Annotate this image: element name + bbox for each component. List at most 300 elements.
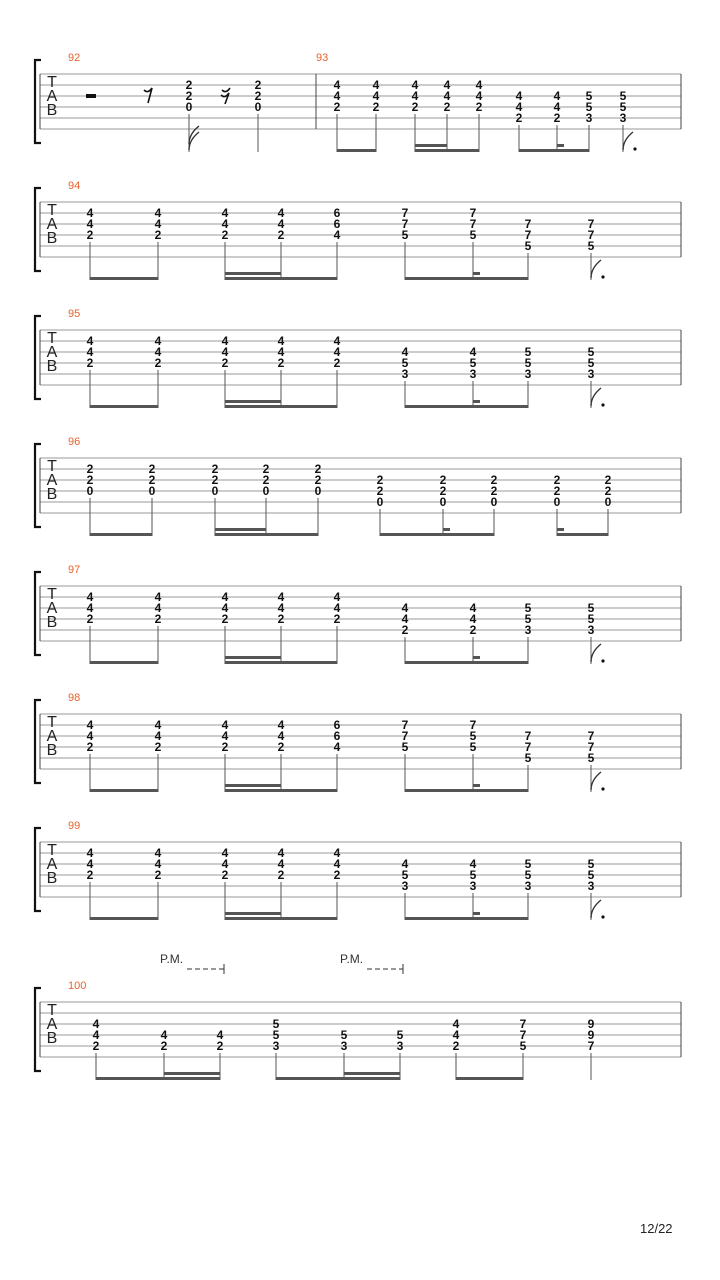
eighth-beam (337, 149, 376, 152)
tab-system (35, 692, 681, 792)
fret-number: 4 (154, 217, 162, 231)
fret-number: 0 (86, 484, 94, 498)
fret-number: 4 (86, 206, 94, 220)
fret-number: 7 (401, 718, 409, 732)
fret-number: 4 (411, 89, 419, 103)
fret-number: 7 (587, 217, 595, 231)
sixteenth-beam (443, 528, 450, 531)
fret-number: 4 (221, 857, 229, 871)
fret-number: 7 (524, 228, 532, 242)
tab-clef-b: B (46, 742, 58, 759)
fret-number: 7 (519, 1017, 527, 1031)
fret-number: 2 (221, 612, 229, 626)
fret-number: 2 (221, 228, 229, 242)
fret-number: 4 (333, 228, 341, 242)
fret-number: 7 (587, 729, 595, 743)
fret-number: 2 (333, 356, 341, 370)
fret-number: 2 (86, 868, 94, 882)
fret-number: 2 (254, 89, 262, 103)
sixteenth-rest (221, 88, 230, 104)
fret-number: 4 (333, 857, 341, 871)
fret-number: 4 (221, 334, 229, 348)
measure-number: 95 (68, 308, 81, 320)
fret-number: 4 (86, 590, 94, 604)
measure-number: 100 (68, 980, 87, 992)
fret-number: 4 (86, 846, 94, 860)
fret-number: 5 (587, 868, 595, 882)
fret-number: 4 (401, 345, 409, 359)
fret-number: 2 (475, 100, 483, 114)
fret-number: 2 (469, 623, 477, 637)
fret-number: 4 (372, 89, 380, 103)
fret-number: 4 (452, 1017, 460, 1031)
fret-number: 3 (469, 367, 477, 381)
fret-number: 4 (333, 590, 341, 604)
eighth-beam (225, 277, 337, 280)
note-flag (623, 132, 633, 150)
fret-number: 3 (585, 111, 593, 125)
fret-number: 2 (148, 473, 156, 487)
fret-number: 5 (585, 100, 593, 114)
fret-number: 2 (439, 484, 447, 498)
tab-clef-b: B (46, 486, 58, 503)
fret-number: 2 (372, 100, 380, 114)
fret-number: 0 (439, 495, 447, 509)
fret-number: 5 (401, 740, 409, 754)
fret-number: 2 (277, 740, 285, 754)
fret-number: 7 (524, 729, 532, 743)
fret-number: 4 (154, 206, 162, 220)
fret-number: 0 (148, 484, 156, 498)
fret-number: 2 (553, 484, 561, 498)
sixteenth-beam (473, 784, 480, 787)
eighth-beam (380, 533, 494, 536)
fret-number: 2 (262, 473, 270, 487)
fret-number: 4 (221, 590, 229, 604)
fret-number: 5 (469, 228, 477, 242)
fret-number: 0 (604, 495, 612, 509)
fret-number: 7 (587, 228, 595, 242)
fret-number: 2 (185, 89, 193, 103)
fret-number: 4 (333, 345, 341, 359)
fret-number: 3 (619, 111, 627, 125)
tab-clef-a: A (46, 600, 58, 617)
fret-number: 4 (154, 729, 162, 743)
eighth-beam (215, 533, 318, 536)
tab-clef-a: A (46, 1016, 58, 1033)
fret-number: 4 (277, 857, 285, 871)
fret-number: 4 (86, 334, 94, 348)
measure-number: 92 (68, 52, 81, 64)
fret-number: 3 (524, 367, 532, 381)
tab-system (35, 564, 681, 664)
fret-number: 4 (221, 718, 229, 732)
fret-number: 2 (185, 78, 193, 92)
eighth-beam (225, 917, 337, 920)
fret-number: 5 (524, 612, 532, 626)
fret-number: 4 (333, 846, 341, 860)
fret-number: 4 (277, 846, 285, 860)
fret-number: 3 (272, 1039, 280, 1053)
fret-number: 2 (160, 1039, 168, 1053)
eighth-beam (519, 149, 589, 152)
tab-clef-t: T (47, 458, 57, 475)
fret-number: 5 (524, 868, 532, 882)
fret-number: 3 (587, 367, 595, 381)
fret-number: 4 (86, 718, 94, 732)
measure-number: 99 (68, 820, 81, 832)
measure-number: 96 (68, 436, 81, 448)
sixteenth-beam (344, 1072, 400, 1075)
tab-system (35, 820, 681, 920)
fret-number: 2 (490, 484, 498, 498)
eighth-beam (90, 917, 158, 920)
fret-number: 4 (154, 846, 162, 860)
fret-number: 4 (443, 78, 451, 92)
fret-number: 4 (469, 612, 477, 626)
eighth-beam (405, 661, 528, 664)
fret-number: 4 (86, 217, 94, 231)
fret-number: 2 (553, 111, 561, 125)
tab-clef-b: B (46, 870, 58, 887)
fret-number: 2 (452, 1039, 460, 1053)
fret-number: 5 (524, 601, 532, 615)
tab-clef-t: T (47, 842, 57, 859)
fret-number: 2 (411, 100, 419, 114)
fret-number: 3 (524, 879, 532, 893)
fret-number: 2 (216, 1039, 224, 1053)
fret-number: 2 (86, 473, 94, 487)
page-number: 12/22 (640, 1221, 673, 1236)
fret-number: 9 (587, 1028, 595, 1042)
fret-number: 0 (553, 495, 561, 509)
fret-number: 2 (277, 228, 285, 242)
eighth-beam (405, 789, 528, 792)
fret-number: 4 (221, 601, 229, 615)
fret-number: 4 (333, 740, 341, 754)
fret-number: 5 (587, 345, 595, 359)
fret-number: 2 (277, 868, 285, 882)
fret-number: 7 (519, 1028, 527, 1042)
fret-number: 2 (86, 228, 94, 242)
fret-number: 5 (524, 345, 532, 359)
fret-number: 2 (86, 356, 94, 370)
fret-number: 2 (401, 623, 409, 637)
eighth-beam (456, 1077, 523, 1080)
fret-number: 4 (469, 601, 477, 615)
tab-clef-a: A (46, 344, 58, 361)
measure-number: 93 (316, 52, 329, 64)
sixteenth-beam (225, 912, 281, 915)
fret-number: 6 (333, 217, 341, 231)
tab-system (35, 180, 681, 280)
fret-number: 4 (515, 100, 523, 114)
fret-number: 2 (443, 100, 451, 114)
fret-number: 7 (587, 1039, 595, 1053)
note-flag (591, 900, 601, 918)
fret-number: 4 (160, 1028, 168, 1042)
eighth-beam (405, 277, 528, 280)
fret-number: 5 (524, 751, 532, 765)
sixteenth-beam (225, 272, 281, 275)
fret-number: 4 (154, 601, 162, 615)
sixteenth-beam (557, 528, 564, 531)
fret-number: 7 (469, 206, 477, 220)
fret-number: 4 (277, 206, 285, 220)
eighth-beam (96, 1077, 220, 1080)
tab-clef-t: T (47, 330, 57, 347)
eighth-beam (225, 789, 337, 792)
fret-number: 4 (277, 334, 285, 348)
measure-number: 97 (68, 564, 81, 576)
note-flag (591, 644, 601, 662)
fret-number: 4 (154, 334, 162, 348)
eighth-beam (225, 661, 337, 664)
tab-system (35, 952, 681, 1080)
fret-number: 4 (277, 345, 285, 359)
fret-number: 4 (333, 601, 341, 615)
note-flag (189, 132, 199, 150)
fret-number: 3 (396, 1039, 404, 1053)
fret-number: 2 (604, 484, 612, 498)
fret-number: 2 (490, 473, 498, 487)
sixteenth-beam (215, 528, 266, 531)
fret-number: 2 (148, 462, 156, 476)
fret-number: 7 (524, 740, 532, 754)
eighth-beam (90, 405, 158, 408)
fret-number: 2 (154, 740, 162, 754)
fret-number: 0 (262, 484, 270, 498)
tab-clef-a: A (46, 472, 58, 489)
fret-number: 4 (333, 89, 341, 103)
tab-clef-a: A (46, 856, 58, 873)
fret-number: 3 (401, 367, 409, 381)
fret-number: 5 (587, 601, 595, 615)
fret-number: 0 (490, 495, 498, 509)
fret-number: 6 (333, 206, 341, 220)
fret-number: 5 (587, 857, 595, 871)
sixteenth-beam (225, 784, 281, 787)
fret-number: 5 (587, 239, 595, 253)
fret-number: 3 (524, 623, 532, 637)
fret-number: 2 (333, 100, 341, 114)
fret-number: 5 (469, 356, 477, 370)
tab-clef-b: B (46, 614, 58, 631)
fret-number: 4 (277, 601, 285, 615)
fret-number: 4 (475, 89, 483, 103)
fret-number: 4 (333, 78, 341, 92)
fret-number: 4 (221, 846, 229, 860)
fret-number: 5 (396, 1028, 404, 1042)
fret-number: 4 (154, 590, 162, 604)
eighth-beam (415, 149, 479, 152)
fret-number: 0 (314, 484, 322, 498)
fret-number: 5 (587, 612, 595, 626)
fret-number: 4 (401, 612, 409, 626)
fret-number: 5 (524, 239, 532, 253)
fret-number: 2 (221, 356, 229, 370)
fret-number: 4 (452, 1028, 460, 1042)
fret-number: 5 (587, 356, 595, 370)
fret-number: 3 (587, 623, 595, 637)
fret-number: 2 (254, 78, 262, 92)
fret-number: 5 (272, 1017, 280, 1031)
fret-number: 4 (469, 345, 477, 359)
eighth-beam (90, 661, 158, 664)
rhythm-dot (601, 403, 604, 406)
fret-number: 4 (411, 78, 419, 92)
fret-number: 5 (401, 868, 409, 882)
measure-number: 98 (68, 692, 81, 704)
tab-clef-a: A (46, 88, 58, 105)
fret-number: 2 (86, 740, 94, 754)
sixteenth-beam (225, 656, 281, 659)
fret-number: 2 (376, 484, 384, 498)
tab-clef-t: T (47, 202, 57, 219)
fret-number: 4 (221, 206, 229, 220)
fret-number: 4 (86, 857, 94, 871)
palm-mute-label: P.M. (340, 952, 364, 966)
rhythm-dot (601, 275, 604, 278)
fret-number: 7 (469, 217, 477, 231)
fret-number: 5 (401, 356, 409, 370)
fret-number: 3 (401, 879, 409, 893)
fret-number: 2 (515, 111, 523, 125)
fret-number: 2 (314, 462, 322, 476)
fret-number: 2 (211, 473, 219, 487)
tab-clef-b: B (46, 1030, 58, 1047)
tab-clef-t: T (47, 586, 57, 603)
sixteenth-beam (415, 144, 447, 147)
fret-number: 2 (333, 612, 341, 626)
rhythm-dot (601, 915, 604, 918)
sixteenth-beam (473, 912, 480, 915)
fret-number: 6 (333, 718, 341, 732)
fret-number: 0 (376, 495, 384, 509)
fret-number: 5 (619, 100, 627, 114)
fret-number: 2 (154, 868, 162, 882)
fret-number: 3 (340, 1039, 348, 1053)
fret-number: 4 (221, 345, 229, 359)
fret-number: 2 (154, 228, 162, 242)
eighth-beam (225, 405, 337, 408)
fret-number: 7 (401, 206, 409, 220)
fret-number: 4 (443, 89, 451, 103)
fret-number: 0 (211, 484, 219, 498)
rhythm-dot (601, 787, 604, 790)
fret-number: 2 (277, 356, 285, 370)
eighth-beam (557, 533, 608, 536)
eighth-beam (90, 789, 158, 792)
fret-number: 7 (524, 217, 532, 231)
fret-number: 3 (469, 879, 477, 893)
fret-number: 5 (469, 740, 477, 754)
fret-number: 5 (469, 868, 477, 882)
tab-clef-b: B (46, 358, 58, 375)
fret-number: 2 (211, 462, 219, 476)
fret-number: 9 (587, 1017, 595, 1031)
fret-number: 7 (469, 718, 477, 732)
sixteenth-beam (473, 400, 480, 403)
note-flag (591, 260, 601, 278)
sixteenth-beam (473, 656, 480, 659)
fret-number: 4 (86, 345, 94, 359)
fret-number: 2 (92, 1039, 100, 1053)
eighth-beam (90, 533, 152, 536)
fret-number: 2 (154, 356, 162, 370)
tab-system (35, 436, 681, 536)
measure-number: 94 (68, 180, 81, 192)
tab-system (35, 52, 681, 152)
fret-number: 2 (221, 740, 229, 754)
fret-number: 2 (86, 612, 94, 626)
fret-number: 5 (524, 857, 532, 871)
fret-number: 4 (221, 217, 229, 231)
tab-clef-b: B (46, 230, 58, 247)
note-flag (591, 772, 601, 790)
fret-number: 4 (154, 345, 162, 359)
fret-number: 5 (587, 751, 595, 765)
fret-number: 5 (519, 1039, 527, 1053)
fret-number: 2 (86, 462, 94, 476)
fret-number: 4 (86, 729, 94, 743)
fret-number: 4 (475, 78, 483, 92)
fret-number: 4 (469, 857, 477, 871)
fret-number: 2 (439, 473, 447, 487)
fret-number: 4 (216, 1028, 224, 1042)
fret-number: 7 (401, 217, 409, 231)
half-rest (86, 94, 96, 98)
fret-number: 7 (587, 740, 595, 754)
sixteenth-beam (557, 144, 564, 147)
fret-number: 4 (277, 217, 285, 231)
fret-number: 4 (92, 1028, 100, 1042)
palm-mute-label: P.M. (160, 952, 184, 966)
fret-number: 5 (619, 89, 627, 103)
tab-system (35, 308, 681, 408)
fret-number: 2 (376, 473, 384, 487)
eighth-beam (276, 1077, 400, 1080)
fret-number: 4 (221, 729, 229, 743)
fret-number: 5 (340, 1028, 348, 1042)
tab-clef-t: T (47, 74, 57, 91)
sixteenth-beam (164, 1072, 220, 1075)
fret-number: 4 (401, 601, 409, 615)
rhythm-dot (633, 147, 636, 150)
tab-clef-t: T (47, 714, 57, 731)
sixteenth-beam (473, 272, 480, 275)
fret-number: 4 (154, 857, 162, 871)
fret-number: 4 (553, 100, 561, 114)
fret-number: 5 (401, 228, 409, 242)
fret-number: 4 (372, 78, 380, 92)
fret-number: 2 (277, 612, 285, 626)
fret-number: 4 (333, 334, 341, 348)
tab-clef-t: T (47, 1002, 57, 1019)
fret-number: 7 (401, 729, 409, 743)
eighth-beam (90, 277, 158, 280)
fret-number: 3 (587, 879, 595, 893)
fret-number: 2 (604, 473, 612, 487)
fret-number: 2 (553, 473, 561, 487)
tab-clef-a: A (46, 728, 58, 745)
tab-clef-a: A (46, 216, 58, 233)
fret-number: 2 (262, 462, 270, 476)
fret-number: 4 (515, 89, 523, 103)
sixteenth-beam (225, 400, 281, 403)
fret-number: 4 (277, 590, 285, 604)
eighth-beam (405, 405, 528, 408)
